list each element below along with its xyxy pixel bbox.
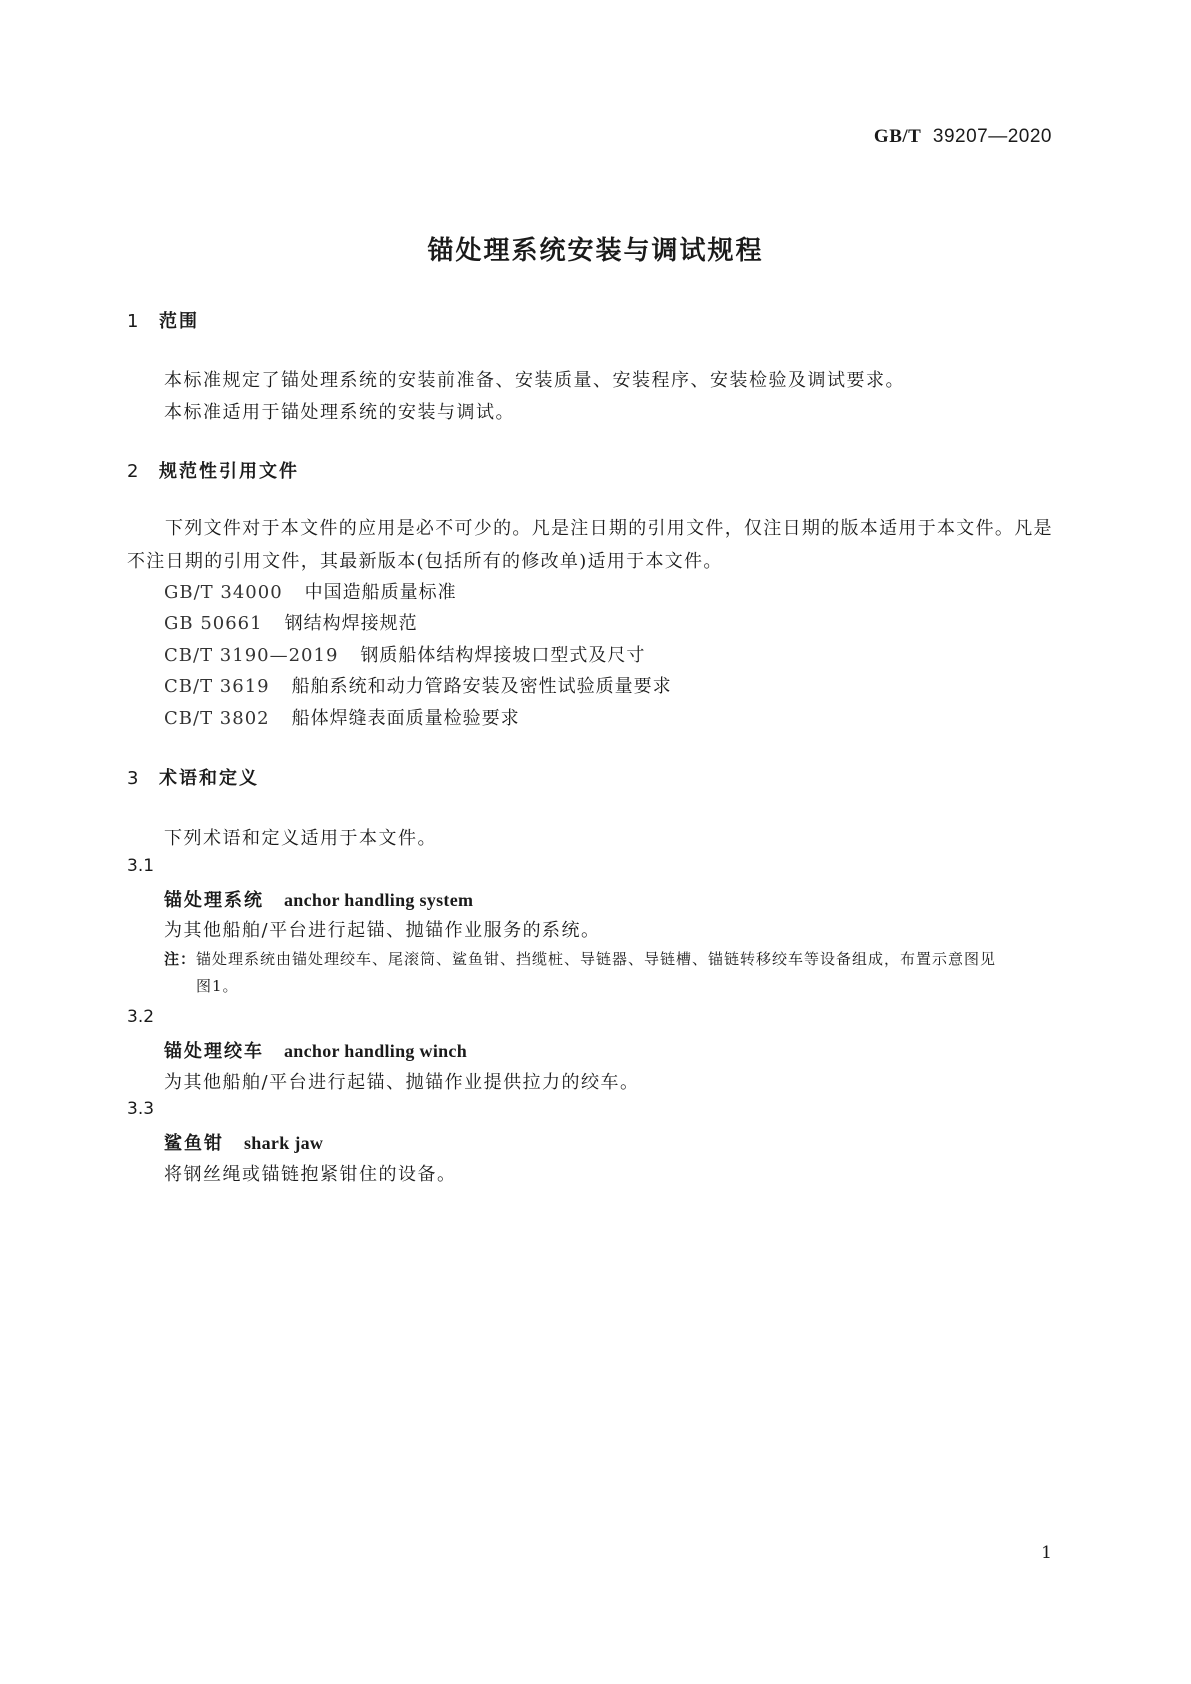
term-chinese: 锚处理系统 [164, 890, 264, 911]
reference-title: 钢质船体结构焊接坡口型式及尺寸 [360, 645, 646, 666]
section-number: 1 [127, 311, 141, 332]
term-heading [164, 886, 473, 912]
term-chinese: 锚处理绞车 [164, 1041, 264, 1062]
scope-paragraph-1: 本标准规定了锚处理系统的安装前准备、安装质量、安装程序、安装检验及调试要求。 [164, 370, 905, 391]
scope-paragraph-2: 本标准适用于锚处理系统的安装与调试。 [164, 402, 515, 423]
note-label: 注： [164, 950, 197, 968]
section-title: 术语和定义 [159, 768, 259, 789]
reference-code: GB 50661 [164, 613, 263, 634]
reference-code: CB/T 3619 [164, 676, 270, 697]
term-definition: 将钢丝绳或锚链抱紧钳住的设备。 [164, 1164, 457, 1185]
reference-title: 船体焊缝表面质量检验要求 [291, 708, 520, 729]
term-heading [164, 1037, 467, 1063]
term-number: 3.1 [127, 856, 155, 876]
standard-number [874, 126, 1052, 148]
section-number: 2 [127, 461, 141, 482]
reference-title: 钢结构焊接规范 [284, 613, 418, 634]
terms-intro: 下列术语和定义适用于本文件。 [164, 828, 437, 849]
term-number: 3.3 [127, 1099, 155, 1119]
document-title: 锚处理系统安装与调试规程 [427, 236, 764, 266]
reference-item [164, 609, 418, 635]
reference-item [164, 641, 645, 667]
reference-title: 船舶系统和动力管路安装及密性试验质量要求 [291, 676, 672, 697]
term-definition: 为其他船舶/平台进行起锚、抛锚作业提供拉力的绞车。 [164, 1072, 640, 1093]
reference-code: GB/T 34000 [164, 582, 283, 603]
term-english: shark jaw [244, 1133, 324, 1153]
term-note-continued: 图1。 [196, 977, 239, 995]
reference-item [164, 704, 520, 730]
section-title: 规范性引用文件 [159, 461, 299, 482]
term-chinese: 鲨鱼钳 [164, 1133, 224, 1154]
section-2-heading [127, 457, 299, 483]
standard-code: 39207—2020 [932, 126, 1052, 147]
reference-code: CB/T 3190—2019 [164, 645, 339, 666]
page-number: 1 [1041, 1543, 1052, 1563]
term-english: anchor handling winch [284, 1041, 468, 1061]
reference-title: 中国造船质量标准 [304, 582, 457, 603]
section-1-heading [127, 307, 199, 333]
section-number: 3 [127, 768, 141, 789]
section-3-heading [127, 764, 259, 790]
normative-references-intro: 下列文件对于本文件的应用是必不可少的。凡是注日期的引用文件，仅注日期的版本适用于本文件。凡是不注日期的引用文件，其最新版本(包括所有的修改单)适用于本文件。 [127, 518, 1053, 572]
term-note [164, 944, 1064, 974]
section-title: 范围 [159, 311, 199, 332]
term-definition: 为其他船舶/平台进行起锚、抛锚作业服务的系统。 [164, 920, 601, 941]
note-text: 锚处理系统由锚处理绞车、尾滚筒、鲨鱼钳、挡缆桩、导链器、导链槽、锚链转移绞车等设备组成，布置示意图见 [196, 950, 997, 968]
reference-item [164, 672, 672, 698]
reference-code: CB/T 3802 [164, 708, 270, 729]
standard-prefix: GB/T [873, 126, 922, 147]
term-heading [164, 1129, 323, 1155]
term-english: anchor handling system [284, 890, 474, 910]
term-number: 3.2 [127, 1007, 155, 1027]
reference-item [164, 578, 457, 604]
